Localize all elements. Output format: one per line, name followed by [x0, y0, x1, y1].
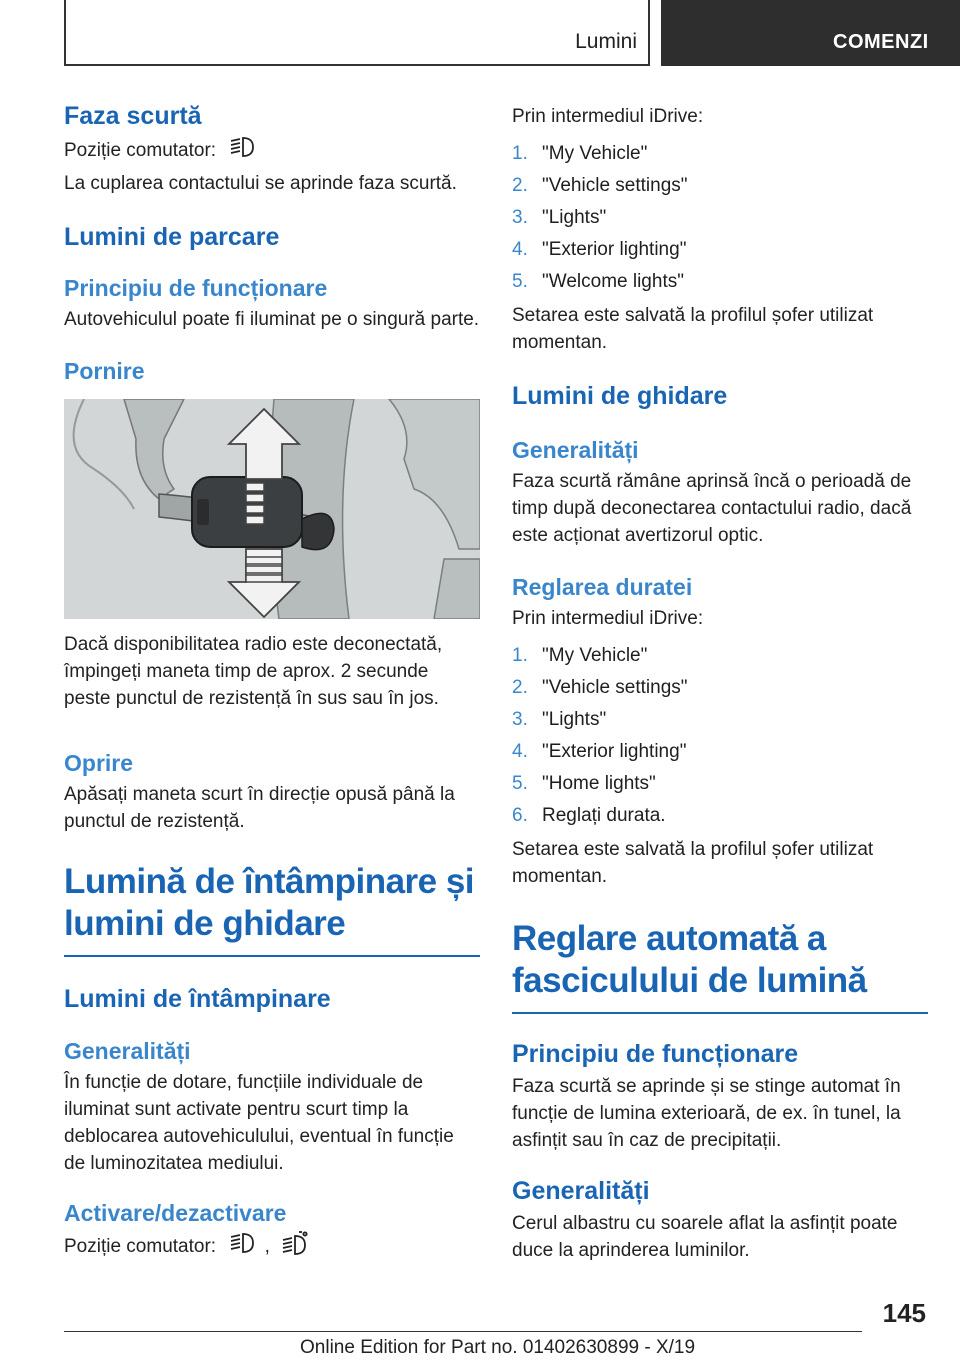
welcome-steps-list — [512, 138, 928, 298]
heading-intampinare-block — [64, 861, 480, 957]
principiu-reglare-text: Faza scurtă se aprinde și se stinge automat în funcție de lumina exterioară, de ex. în tunel, la asfințit sau în caz de precipitații. — [512, 1076, 901, 1151]
heading-faza-scurta: Faza scurtă — [64, 102, 202, 130]
left-column — [64, 100, 480, 1263]
generalitati-2-text: Faza scurtă rămâne aprinsă încă o perioadă de timp după deconectarea contactului radio, dacă este acționat avertizorul optic. — [512, 471, 912, 546]
list-item: 4. "Exterior lighting" — [512, 741, 687, 762]
heading-generalitati-1: Generalități — [64, 1038, 191, 1064]
oprire-text: Apăsați maneta scurt în direcție opusă până la punctul de rezistență. — [64, 784, 455, 832]
heading-lumini-intampinare: Lumini de întâmpinare — [64, 985, 331, 1013]
list-item: 5. "Home lights" — [512, 773, 656, 794]
heading-generalitati-2: Generalități — [512, 437, 639, 463]
heading-generalitati-3: Generalități — [512, 1177, 650, 1205]
header-frame — [64, 0, 650, 66]
list-item: 3. "Lights" — [512, 709, 607, 730]
list-item: 1. "My Vehicle" — [512, 645, 648, 666]
right-column — [512, 100, 928, 1264]
heading-lumini-ghidare: Lumini de ghidare — [512, 382, 728, 410]
switch-position-line: Poziție comutator: — [64, 136, 480, 166]
pornire-text: Dacă disponibilitatea radio este deconectată, împingeți maneta timp de aprox. 2 secunde peste punctul de rezistență în sus sau în jos. — [64, 634, 443, 709]
list-item: 6. Reglați durata. — [512, 805, 666, 826]
chapter-tab: COMENZI — [661, 0, 960, 66]
saved-text-2: Setarea este salvată la profilul șofer utilizat momentan. — [512, 839, 874, 887]
list-item: 1. "My Vehicle" — [512, 143, 648, 164]
footer-edition: Online Edition for Part no. 01402630899 - X/19 — [300, 1337, 696, 1358]
generalitati-3-text: Cerul albastru cu soarele aflat la asfințit poate duce la aprinderea luminilor. — [512, 1213, 898, 1261]
list-item: 4. "Exterior lighting" — [512, 239, 687, 260]
heading-oprire: Oprire — [64, 750, 134, 776]
list-item: 2. "Vehicle settings" — [512, 677, 688, 698]
section-title: Lumini — [575, 30, 637, 53]
principiu-parcare-text: Autovehiculul poate fi iluminat pe o singură parte. — [64, 309, 480, 330]
heading-intampinare: Lumină de întâmpinare și lumini de ghidare — [64, 862, 475, 943]
list-item: 3. "Lights" — [512, 207, 607, 228]
page-number: 145 — [882, 1298, 926, 1328]
heading-lumini-parcare: Lumini de parcare — [64, 223, 280, 251]
low-beam-icon — [229, 1232, 255, 1262]
idrive-intro-2: Prin intermediul iDrive: — [512, 608, 704, 629]
heading-principiu-parcare: Principiu de funcționare — [64, 275, 328, 301]
activare-switch-line: Poziție comutator: , — [64, 1231, 480, 1263]
footer-divider — [64, 1331, 862, 1332]
heading-reglare-automata: Reglare automată a fasciculului de lumină — [512, 919, 867, 1000]
low-beam-icon — [229, 136, 255, 166]
stalk-illustration — [64, 399, 480, 619]
heading-reglarea-duratei: Reglarea duratei — [512, 574, 693, 600]
heading-activare: Activare/dezactivare — [64, 1200, 287, 1226]
saved-text-1: Setarea este salvată la profilul șofer utilizat momentan. — [512, 305, 874, 353]
heading-pornire: Pornire — [64, 358, 145, 384]
generalitati-1-text: În funcție de dotare, funcțiile individuale de iluminat sunt activate pentru scurt timp la deblocarea autovehiculului, eventual în funcție de luminozitatea mediului. — [64, 1072, 454, 1174]
heading-reglare-block — [512, 918, 928, 1014]
list-item: 2. "Vehicle settings" — [512, 175, 688, 196]
list-item: 5. "Welcome lights" — [512, 271, 684, 292]
heading-principiu-reglare: Principiu de funcționare — [512, 1040, 799, 1068]
duration-steps-list — [512, 640, 928, 832]
idrive-intro-1: Prin intermediul iDrive: — [512, 106, 704, 127]
automatic-headlight-icon — [279, 1231, 309, 1263]
faza-scurta-text: La cuplarea contactului se aprinde faza scurtă. — [64, 173, 457, 194]
